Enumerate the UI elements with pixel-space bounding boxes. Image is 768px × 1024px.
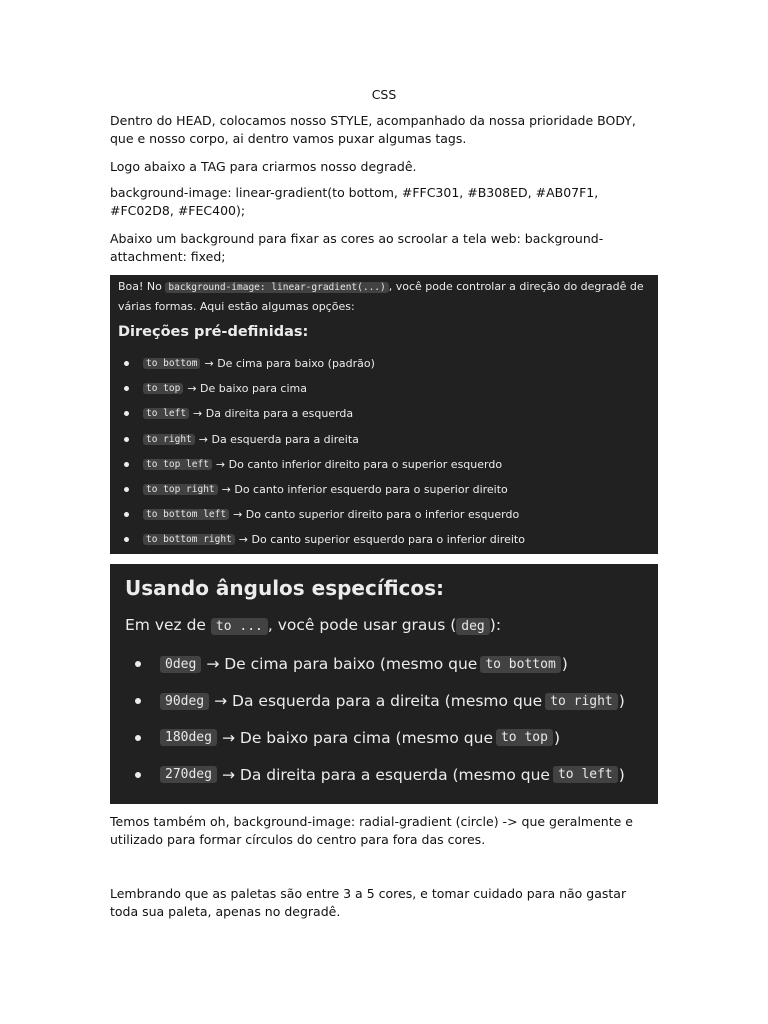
intro-code: background-image: linear-gradient(...) xyxy=(165,282,388,293)
intro-text-before: Boa! No xyxy=(118,280,166,293)
angle-equivalent-code: to left xyxy=(553,766,618,783)
direction-code: to right xyxy=(143,434,195,445)
screenshot-intro xyxy=(118,277,654,316)
angle-code: 270deg xyxy=(160,766,217,783)
list-item xyxy=(118,452,525,477)
direction-description: → Do canto superior esquerdo para o inferior direito xyxy=(238,533,525,547)
direction-code: to top right xyxy=(143,484,218,495)
list-item xyxy=(118,376,525,401)
direction-description: → Da esquerda para a direita xyxy=(198,432,359,446)
bullet-icon xyxy=(124,437,129,442)
angles-intro-before: Em vez de xyxy=(125,616,211,634)
specific-angles-heading: Usando ângulos específicos: xyxy=(125,576,445,600)
direction-code: to top left xyxy=(143,459,212,470)
bullet-icon xyxy=(124,487,129,492)
paragraph-head-style: Dentro do HEAD, colocamos nosso STYLE, acompanhado da nossa prioridade BODY, que e nosso corpo, ai dentro vamos puxar algumas tags. xyxy=(110,113,636,146)
angle-code: 180deg xyxy=(160,729,217,746)
bullet-icon xyxy=(124,386,129,391)
direction-code: to top xyxy=(143,383,183,394)
list-item xyxy=(118,401,525,426)
angle-close-paren: ) xyxy=(618,765,625,784)
angle-close-paren: ) xyxy=(561,655,568,674)
paragraph-radial-gradient: Temos também oh, background-image: radial-gradient (circle) -> que geralmente e utilizado para formar círculos do centro para fora das cores. xyxy=(110,814,633,847)
bullet-icon xyxy=(124,462,129,467)
list-item xyxy=(118,427,525,452)
list-item xyxy=(125,683,625,720)
angle-description: → De cima para baixo (mesmo que xyxy=(206,655,478,674)
bullet-icon xyxy=(124,512,129,517)
list-item xyxy=(118,527,525,552)
direction-description: → Do canto superior direito para o inferior esquerdo xyxy=(233,508,520,522)
list-item xyxy=(125,720,625,757)
direction-description: → Do canto inferior esquerdo para o superior direito xyxy=(221,483,508,497)
angle-description: → De baixo para cima (mesmo que xyxy=(221,728,493,747)
direction-list xyxy=(118,351,525,553)
paragraph-background-attachment: Abaixo um background para fixar as cores ao scroolar a tela web: background-attachment: fixed; xyxy=(110,231,604,264)
predefined-directions-heading: Direções pré-definidas: xyxy=(118,324,309,340)
direction-description: → Do canto inferior direito para o superior esquerdo xyxy=(215,457,503,471)
list-item xyxy=(118,477,525,502)
angle-description: → Da esquerda para a direita (mesmo que xyxy=(214,692,543,711)
bullet-icon xyxy=(124,537,129,542)
list-item xyxy=(118,351,525,376)
bullet-icon xyxy=(135,735,141,741)
paragraph-palette-tip: Lembrando que as paletas são entre 3 a 5 cores, e tomar cuidado para não gastar toda sua paleta, apenas no degradê. xyxy=(110,886,627,919)
direction-code: to left xyxy=(143,408,189,419)
direction-code: to bottom right xyxy=(143,534,235,545)
angle-equivalent-code: to right xyxy=(545,693,618,710)
angle-equivalent-code: to bottom xyxy=(480,656,560,673)
direction-code: to bottom left xyxy=(143,509,229,520)
bullet-icon xyxy=(124,411,129,416)
angle-description: → Da direita para a esquerda (mesmo que xyxy=(221,765,550,784)
intro-text-after: , você pode controlar a direção do degradê de várias formas. Aqui estão algumas opções: xyxy=(118,280,644,313)
bullet-icon xyxy=(135,698,141,704)
angle-list xyxy=(125,646,625,793)
angle-code: 0deg xyxy=(160,656,201,673)
angles-intro xyxy=(125,616,501,634)
bullet-icon xyxy=(135,661,141,667)
angle-equivalent-code: to top xyxy=(496,729,553,746)
list-item xyxy=(125,646,625,683)
paragraph-gradient-tag: Logo abaixo a TAG para criarmos nosso degradê. xyxy=(110,159,417,174)
angle-close-paren: ) xyxy=(553,728,561,747)
angle-code: 90deg xyxy=(160,693,209,710)
angles-intro-code-to: to ... xyxy=(211,618,268,635)
direction-code: to bottom xyxy=(143,358,200,369)
bullet-icon xyxy=(124,361,129,366)
embedded-screenshot-directions xyxy=(110,275,658,554)
direction-description: → Da direita para a esquerda xyxy=(193,407,354,421)
angles-intro-after: ): xyxy=(489,616,502,634)
direction-description: → De baixo para cima xyxy=(187,382,307,396)
embedded-screenshot-angles xyxy=(110,564,658,804)
list-item xyxy=(118,502,525,527)
direction-description: → De cima para baixo (padrão) xyxy=(204,357,375,371)
bullet-icon xyxy=(135,772,141,778)
angles-intro-code-deg: deg xyxy=(456,618,489,635)
angle-close-paren: ) xyxy=(618,692,625,711)
angles-intro-middle: , você pode usar graus ( xyxy=(267,616,457,634)
paragraph-linear-gradient: background-image: linear-gradient(to bottom, #FFC301, #B308ED, #AB07F1, #FC02D8, #FEC400); xyxy=(110,185,599,218)
list-item xyxy=(125,756,625,793)
document-title: CSS xyxy=(371,87,397,102)
